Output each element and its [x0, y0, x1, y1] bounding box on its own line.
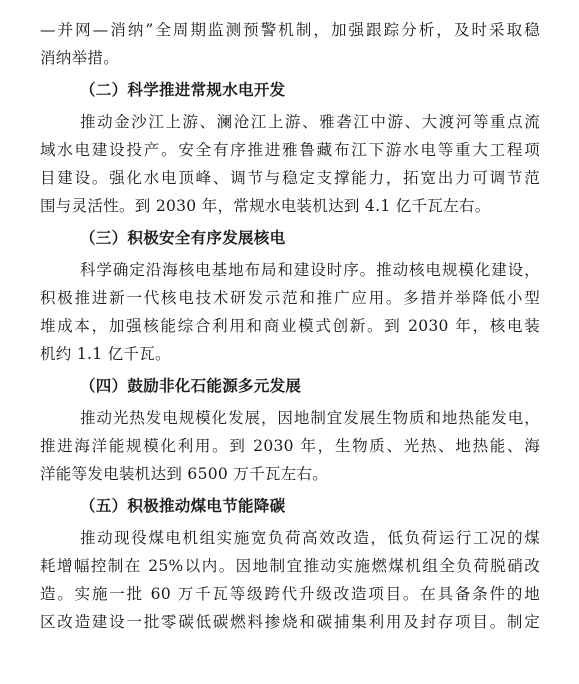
text-line: 洋能等发电装机达到 6500 万千瓦左右。 [40, 465, 329, 483]
text-line: 推动光热发电规模化发展，因地制宜发展生物质和地热能发电， [80, 409, 540, 427]
text-line: 区改造建设一批零碳低碳燃料掺烧和碳捕集利用及封存项目。制定 [40, 613, 540, 631]
section-heading-4: （四）鼓励非化石能源多元发展 [80, 376, 302, 395]
text-line: 科学确定沿海核电基地布局和建设时序。推动核电规模化建设， [80, 261, 540, 279]
text-line: 推动现役煤电机组实施宽负荷高效改造，低负荷运行工况的煤 [80, 529, 540, 547]
text-line: 积极推进新一代核电技术研发示范和推广应用。多措并举降低小型 [40, 289, 540, 307]
section-heading-3: （三）积极安全有序发展核电 [80, 228, 286, 247]
text-line: 推进海洋能规模化利用。到 2030 年，生物质、光热、地热能、海 [40, 437, 540, 455]
text-line: 目建设。强化水电顶峰、调节与稳定支撑能力，拓宽出力可调节范 [40, 169, 540, 187]
text-line: 推动金沙江上游、澜沧江上游、雅砻江中游、大渡河等重点流 [80, 113, 540, 131]
text-line: 耗增幅控制在 25%以内。因地制宜推动实施燃煤机组全负荷脱硝改 [40, 557, 540, 575]
text-line: 造。实施一批 60 万千瓦等级跨代升级改造项目。在具备条件的地 [40, 585, 540, 603]
text-line: 域水电建设投产。安全有序推进雅鲁藏布江下游水电等重大工程项 [40, 141, 540, 159]
section-heading-5: （五）积极推动煤电节能降碳 [80, 496, 286, 515]
text-line: 围与灵活性。到 2030 年，常规水电装机达到 4.1 亿千瓦左右。 [40, 197, 491, 215]
text-line: 堆成本，加强核能综合利用和商业模式创新。到 2030 年，核电装 [40, 317, 540, 335]
text-line: 机约 1.1 亿千瓦。 [40, 345, 171, 363]
text-line: —并网—消纳”全周期监测预警机制，加强跟踪分析，及时采取稳 [40, 21, 540, 39]
section-heading-2: （二）科学推进常规水电开发 [80, 80, 286, 99]
text-line: 消纳举措。 [40, 49, 120, 67]
